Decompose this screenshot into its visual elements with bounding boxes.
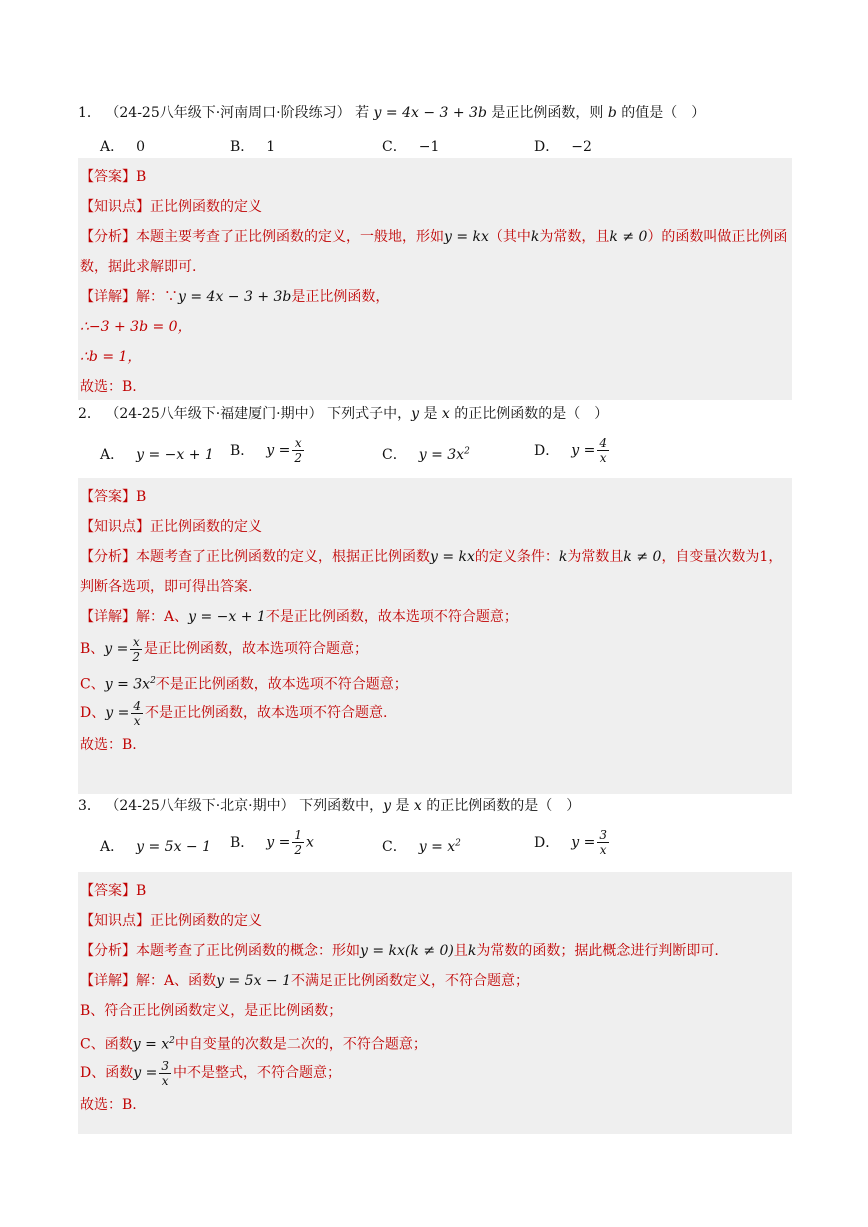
conclusion-text: 故选：B. [80, 737, 137, 753]
option-letter: C． [382, 139, 407, 155]
detail-tag: 【详解】 [80, 289, 136, 305]
fraction-denominator: x [599, 451, 607, 465]
detail-fraction [159, 1059, 171, 1088]
analysis-text: ，自变量次数为1，判断各选项，即可得出答案. [80, 549, 783, 595]
question-2-solution [78, 478, 792, 794]
analysis-text: 为常数，且 [539, 229, 610, 245]
detail-formula: y = 4x − 3 + 3b [178, 289, 292, 305]
detail-text: 不是正比例函数，故本选项不符合题意. [144, 705, 388, 721]
analysis-line [80, 936, 792, 966]
fraction-denominator: 2 [294, 451, 303, 465]
fraction-denominator: x [133, 713, 141, 728]
option-b [230, 828, 314, 857]
option-text: −2 [571, 139, 592, 155]
detail-fraction [130, 635, 142, 664]
stem-variable: x [441, 406, 450, 422]
option-a [100, 836, 211, 856]
option-text: y = [266, 834, 291, 851]
option-letter: B． [230, 834, 255, 851]
fraction-denominator: 2 [132, 649, 141, 664]
detail-line [80, 966, 792, 996]
analysis-text: 为常数的函数；据此概念进行判断即可. [476, 943, 719, 959]
analysis-formula: y = kx [430, 549, 475, 565]
answer-value: B [136, 169, 147, 185]
fraction-numerator: 3 [599, 828, 607, 842]
detail-text: 解：A、 [136, 609, 189, 625]
conclusion-line [80, 372, 792, 402]
detail-fraction [131, 699, 143, 728]
analysis-tag: 【分析】 [80, 549, 136, 565]
question-source: （24-25八年级下·河南周口·阶段练习） [105, 105, 351, 121]
detail-formula: y = 5x − 1 [216, 973, 292, 989]
detail-formula: y = [105, 705, 130, 721]
fraction-numerator: x [292, 436, 304, 451]
option-b [230, 136, 275, 156]
option-d [534, 828, 611, 857]
answer-tag: 【答案】 [80, 489, 136, 505]
option-letter: D． [534, 834, 560, 851]
question-number: 2． [78, 406, 101, 422]
analysis-formula: k ≠ 0 [609, 229, 648, 245]
question-1-solution [78, 158, 792, 400]
detail-formula: y = [104, 641, 129, 657]
analysis-text: 本题考查了正比例函数的定义，根据正比例函数 [136, 549, 430, 565]
detail-option-c [80, 666, 792, 696]
knowledge-point-line [80, 192, 792, 222]
detail-text: 解：∵ [136, 289, 178, 305]
conclusion-text: 故选：B. [80, 379, 137, 395]
detail-text: C、函数 [80, 1036, 133, 1053]
knowledge-point-line [80, 512, 792, 542]
detail-text: C、 [80, 676, 105, 693]
stem-text: 是 [395, 798, 410, 814]
detail-line [80, 602, 792, 632]
option-a [100, 444, 214, 464]
detail-option-c [80, 1026, 792, 1056]
detail-text: 是正比例函数，故本选项符合题意； [144, 641, 369, 657]
answer-line [80, 876, 792, 906]
knowledge-point-text: 正比例函数的定义 [150, 913, 262, 929]
answer-line [80, 482, 792, 512]
option-letter: C． [382, 447, 407, 463]
stem-text: 下列式子中， [327, 406, 412, 422]
option-fraction [292, 828, 304, 857]
knowledge-point-text: 正比例函数的定义 [150, 199, 262, 215]
detail-line [80, 282, 792, 312]
detail-text: 不是正比例函数，故本选项不符合题意； [265, 609, 518, 625]
question-2-stem [78, 405, 792, 423]
detail-formula: y = 3x [104, 676, 151, 693]
option-text: y = [571, 442, 596, 459]
knowledge-point-tag: 【知识点】 [80, 913, 150, 929]
option-d [534, 436, 611, 465]
stem-text: 是正比例函数，则 [491, 105, 604, 121]
fraction-numerator: 4 [133, 698, 141, 713]
detail-text: D、函数 [80, 1065, 134, 1081]
analysis-text: 本题主要考查了正比例函数的定义，一般地，形如 [136, 229, 444, 245]
analysis-text: 的定义条件： [474, 549, 559, 565]
fraction-numerator: 3 [161, 1058, 169, 1073]
question-3-options [78, 828, 792, 868]
option-letter: B． [230, 139, 255, 155]
knowledge-point-line [80, 906, 792, 936]
detail-text: 是正比例函数， [291, 289, 390, 305]
detail-text: 解：A、函数 [136, 973, 217, 989]
conclusion-line [80, 730, 792, 760]
knowledge-point-tag: 【知识点】 [80, 199, 150, 215]
knowledge-point-tag: 【知识点】 [80, 519, 150, 535]
option-letter: A． [100, 139, 125, 155]
option-text: x [306, 834, 314, 851]
analysis-tag: 【分析】 [80, 943, 136, 959]
question-source: （24-25八年级下·北京·期中） [105, 798, 295, 814]
question-1-options [78, 136, 792, 156]
question-source: （24-25八年级下·福建厦门·期中） [105, 406, 323, 422]
fraction-numerator: x [130, 635, 142, 650]
answer-tag: 【答案】 [80, 169, 136, 185]
detail-tag: 【详解】 [80, 609, 136, 625]
question-3-stem [78, 797, 792, 815]
detail-text: 不是正比例函数，故本选项不符合题意； [155, 676, 408, 693]
option-text: y = −x + 1 [136, 447, 214, 463]
detail-superscript: 2 [150, 676, 156, 686]
stem-variable: b [607, 105, 617, 121]
option-fraction [597, 436, 609, 465]
answer-value: B [136, 883, 147, 899]
option-text: 0 [136, 139, 146, 155]
option-c [382, 444, 470, 464]
fraction-numerator: 1 [294, 828, 303, 842]
answer-value: B [136, 489, 147, 505]
analysis-variable: k [530, 229, 540, 245]
option-text: y = [266, 442, 291, 459]
analysis-tag: 【分析】 [80, 229, 136, 245]
option-fraction [292, 436, 304, 465]
detail-option-d [80, 1056, 792, 1090]
question-1-stem [78, 104, 792, 122]
stem-text: 的正比例函数的是（ ） [426, 798, 581, 814]
option-b [230, 436, 306, 465]
conclusion-line [80, 1090, 792, 1120]
analysis-formula: k ≠ 0 [623, 549, 662, 565]
detail-formula: y = −x + 1 [188, 609, 266, 625]
question-number: 3． [78, 798, 101, 814]
stem-variable: x [413, 798, 422, 814]
fraction-numerator: 4 [599, 436, 607, 450]
detail-step-2 [80, 312, 792, 342]
detail-option-b [80, 632, 792, 666]
fraction-denominator: x [161, 1073, 169, 1088]
option-a [100, 136, 145, 156]
option-text: y = x [418, 839, 456, 855]
detail-text: B、 [80, 641, 105, 657]
option-superscript: 2 [464, 446, 470, 457]
option-letter: D． [534, 139, 560, 155]
option-text: 1 [266, 139, 276, 155]
detail-text: 中自变量的次数是二次的，不符合题意； [174, 1036, 427, 1053]
option-letter: C． [382, 839, 407, 855]
detail-tag: 【详解】 [80, 973, 136, 989]
detail-text: 不满足正比例函数定义，不符合题意； [291, 973, 530, 989]
stem-text: 的值是（ ） [621, 105, 706, 121]
analysis-line [80, 222, 792, 282]
option-letter: A． [100, 839, 125, 855]
detail-text: 中不是整式，不符合题意； [172, 1065, 341, 1081]
detail-text: B、符合正比例函数定义，是正比例函数； [80, 1003, 343, 1019]
analysis-text: ）的函数叫做正比例函数，据此求解即可. [80, 229, 788, 275]
option-c [382, 136, 439, 156]
fraction-denominator: x [599, 843, 607, 857]
analysis-line [80, 542, 792, 602]
analysis-text: 本题考查了正比例函数的概念：形如 [136, 943, 360, 959]
analysis-variable: k [467, 943, 477, 959]
stem-text: 的正比例函数的是（ ） [454, 406, 609, 422]
stem-variable: y [383, 798, 392, 814]
question-number: 1． [78, 105, 101, 121]
option-fraction [597, 828, 609, 857]
stem-formula: y = 4x − 3 + 3b [373, 105, 487, 121]
option-d [534, 136, 592, 156]
conclusion-text: 故选：B. [80, 1097, 137, 1113]
detail-option-d [80, 696, 792, 730]
option-c [382, 836, 461, 856]
question-2-options [78, 436, 792, 476]
detail-superscript: 2 [169, 1036, 175, 1046]
detail-step-3 [80, 342, 792, 372]
option-text: y = 3x [418, 447, 465, 463]
analysis-variable: k [558, 549, 568, 565]
option-text: −1 [418, 139, 440, 155]
option-letter: B． [230, 442, 255, 459]
option-superscript: 2 [455, 838, 461, 849]
option-letter: A． [100, 447, 125, 463]
fraction-denominator: 2 [294, 843, 303, 857]
analysis-formula: y = kx(k ≠ 0) [360, 943, 454, 959]
detail-formula: ∴b = 1， [80, 349, 142, 365]
question-3-solution [78, 872, 792, 1134]
answer-line [80, 162, 792, 192]
detail-text: D、 [80, 705, 106, 721]
analysis-formula: y = kx [444, 229, 489, 245]
option-text: y = 5x − 1 [136, 839, 212, 855]
stem-text: 下列函数中， [299, 798, 384, 814]
analysis-text: （其中 [488, 229, 531, 245]
stem-text: 是 [423, 406, 438, 422]
detail-formula: ∴−3 + 3b = 0， [80, 319, 192, 335]
stem-variable: y [411, 406, 420, 422]
answer-tag: 【答案】 [80, 883, 136, 899]
detail-formula: y = x [132, 1036, 170, 1053]
option-text: y = [571, 834, 596, 851]
detail-option-b [80, 996, 792, 1026]
knowledge-point-text: 正比例函数的定义 [150, 519, 262, 535]
stem-text: 若 [355, 105, 370, 121]
option-letter: D． [534, 442, 560, 459]
analysis-text: 且 [453, 943, 468, 959]
detail-formula: y = [133, 1065, 158, 1081]
analysis-text: 为常数且 [567, 549, 624, 565]
